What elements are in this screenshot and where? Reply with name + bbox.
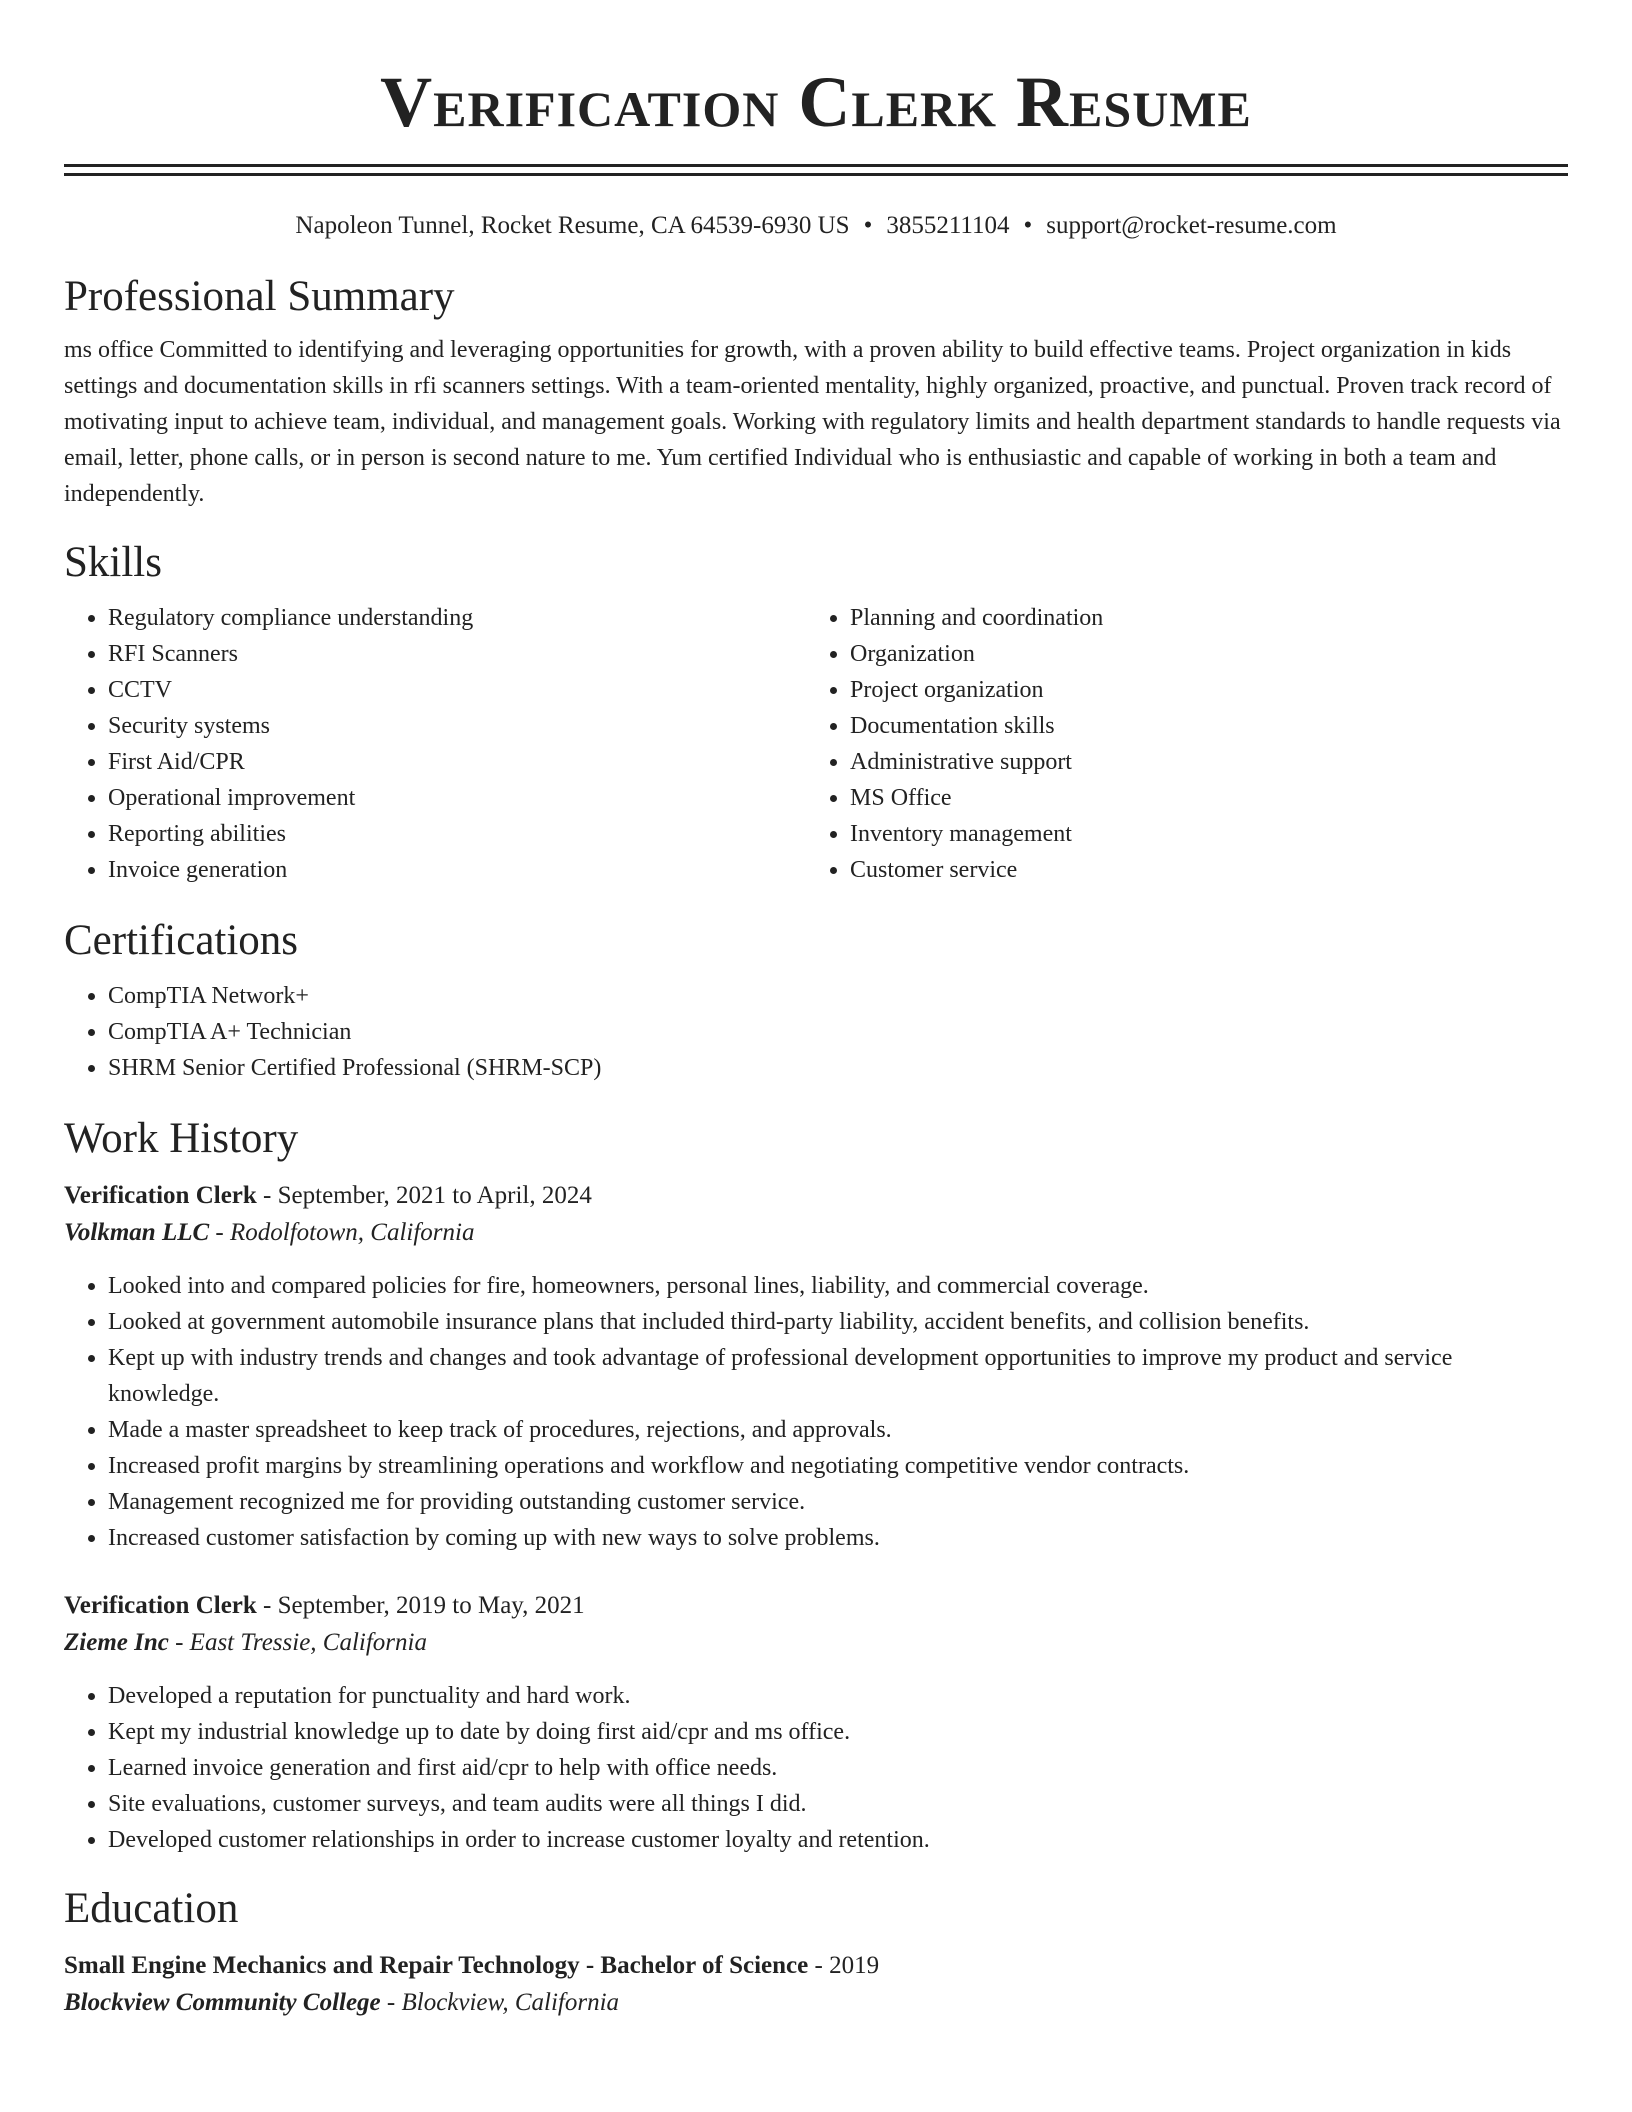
job-bullet: • Kept up with industry trends and changes and took advantage of professional development opportunities to improve my product and service knowledge. xyxy=(108,1340,1568,1412)
job-bullets xyxy=(64,1268,1568,1556)
skills-heading: Skills xyxy=(64,539,162,586)
skill-item: • Organization xyxy=(850,636,1548,672)
certification-item: • CompTIA A+ Technician xyxy=(108,1014,1568,1050)
resume-page xyxy=(64,0,1568,2022)
skill-item: • Inventory management xyxy=(850,816,1548,852)
skill-item: • Invoice generation xyxy=(108,852,806,888)
contact-separator: • xyxy=(1023,212,1033,239)
job-bullets xyxy=(64,1678,1568,1858)
job-dates: - September, 2021 to April, 2024 xyxy=(256,1182,592,1209)
skill-item: • Planning and coordination xyxy=(850,600,1548,636)
resume-title: Verification Clerk Resume xyxy=(380,62,1252,142)
school-location: - Blockview, California xyxy=(380,1989,620,2016)
summary-section xyxy=(64,272,1568,512)
skill-item: • Regulatory compliance understanding xyxy=(108,600,806,636)
job-bullet: • Management recognized me for providing outstanding customer service. xyxy=(108,1484,1568,1520)
skill-item: • RFI Scanners xyxy=(108,636,806,672)
skill-item: • Administrative support xyxy=(850,744,1548,780)
degree-year: - 2019 xyxy=(808,1952,880,1979)
skill-item: • Documentation skills xyxy=(850,708,1548,744)
job-dates: - September, 2019 to May, 2021 xyxy=(256,1592,585,1619)
skills-column-right xyxy=(806,600,1548,888)
work-history-section xyxy=(64,1114,1568,1858)
job-title-line xyxy=(64,1178,1568,1214)
job-bullet: • Site evaluations, customer surveys, and team audits were all things I did. xyxy=(108,1786,1568,1822)
certification-item: • SHRM Senior Certified Professional (SHRM-SCP) xyxy=(108,1050,1568,1086)
degree-name: Small Engine Mechanics and Repair Technology - Bachelor of Science xyxy=(64,1952,809,1979)
skill-item: • Project organization xyxy=(850,672,1548,708)
certifications-list xyxy=(64,978,1568,1086)
skill-item: • Customer service xyxy=(850,852,1548,888)
contact-address: Napoleon Tunnel, Rocket Resume, CA 64539-6930 US xyxy=(295,212,850,239)
company-line xyxy=(64,1214,1568,1252)
job-bullet: • Developed a reputation for punctuality and hard work. xyxy=(108,1678,1568,1714)
contact-line xyxy=(64,210,1568,242)
degree-line xyxy=(64,1948,1568,1984)
job-bullet: • Looked at government automobile insurance plans that included third-party liability, accident benefits, and collision benefits. xyxy=(108,1304,1568,1340)
job-bullet: • Looked into and compared policies for fire, homeowners, personal lines, liability, and commercial coverage. xyxy=(108,1268,1568,1304)
skills-column-left xyxy=(64,600,806,888)
job-entry xyxy=(64,1588,1568,1858)
job-title: Verification Clerk xyxy=(64,1592,257,1619)
company-name: Volkman LLC xyxy=(64,1219,210,1246)
job-entry xyxy=(64,1178,1568,1556)
contact-phone: 3855211104 xyxy=(886,212,1010,239)
company-location: - East Tressie, California xyxy=(168,1629,427,1656)
company-line xyxy=(64,1624,1568,1662)
school-line xyxy=(64,1984,1568,2022)
skill-item: • CCTV xyxy=(108,672,806,708)
skill-item: • Security systems xyxy=(108,708,806,744)
certification-item: • CompTIA Network+ xyxy=(108,978,1568,1014)
job-bullet: • Increased customer satisfaction by coming up with new ways to solve problems. xyxy=(108,1520,1568,1556)
skill-item: • Reporting abilities xyxy=(108,816,806,852)
skills-columns xyxy=(64,600,1568,888)
job-bullet: • Learned invoice generation and first aid/cpr to help with office needs. xyxy=(108,1750,1568,1786)
contact-email: support@rocket-resume.com xyxy=(1046,212,1337,239)
job-title: Verification Clerk xyxy=(64,1182,257,1209)
title-divider-bottom xyxy=(64,173,1568,176)
skill-item: • Operational improvement xyxy=(108,780,806,816)
title-divider-top xyxy=(64,164,1568,167)
skill-item: • MS Office xyxy=(850,780,1548,816)
work-history-heading: Work History xyxy=(64,1115,299,1162)
skills-list-right xyxy=(806,600,1548,888)
education-section xyxy=(64,1884,1568,2022)
company-location: - Rodolfotown, California xyxy=(209,1219,475,1246)
company-name: Zieme Inc xyxy=(64,1629,169,1656)
certifications-heading: Certifications xyxy=(64,917,299,964)
skills-list-left xyxy=(64,600,806,888)
certifications-section xyxy=(64,916,1568,1086)
job-bullet: • Made a master spreadsheet to keep track of procedures, rejections, and approvals. xyxy=(108,1412,1568,1448)
job-bullet: • Developed customer relationships in order to increase customer loyalty and retention. xyxy=(108,1822,1568,1858)
job-bullet: • Increased profit margins by streamlining operations and workflow and negotiating competitive vendor contracts. xyxy=(108,1448,1568,1484)
education-heading: Education xyxy=(64,1885,239,1932)
skill-item: • First Aid/CPR xyxy=(108,744,806,780)
job-title-line xyxy=(64,1588,1568,1624)
contact-separator: • xyxy=(863,212,873,239)
summary-text: ms office Committed to identifying and leveraging opportunities for growth, with a proven ability to build effective teams. Project organization in kids settings and documentation skills in rfi scanners settings. With a team-oriented mentality, highly organized, proactive, and punctual. Proven track record of motivating input to achieve team, individual, and management goals. Working with regulatory limits and health department standards to handle requests via email, letter, phone calls, or in person is second nature to me. Yum certified Individual who is enthusiastic and capable of working in both a team and independently. xyxy=(64,337,1561,507)
school-name: Blockview Community College xyxy=(64,1989,381,2016)
job-bullet: • Kept my industrial knowledge up to date by doing first aid/cpr and ms office. xyxy=(108,1714,1568,1750)
skills-section xyxy=(64,538,1568,888)
summary-heading: Professional Summary xyxy=(64,273,455,320)
